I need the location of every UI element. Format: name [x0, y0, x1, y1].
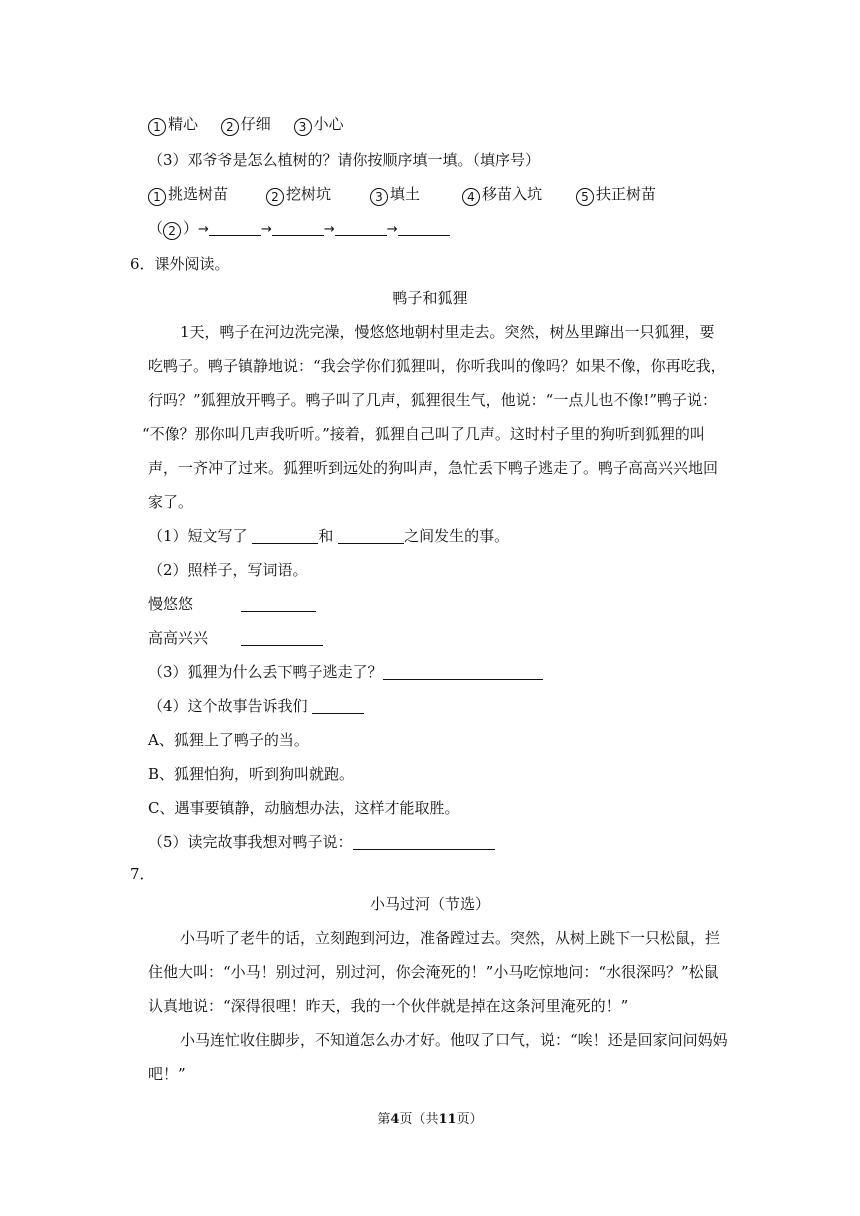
paren-open: （ — [148, 219, 164, 237]
sub5-text: （5）读完故事我想对鸭子说： — [148, 833, 353, 851]
q5-order-sequence — [148, 218, 450, 240]
example-word: 慢悠悠 — [148, 595, 194, 613]
q7-story-title: 小马过河（节选） — [369, 895, 490, 913]
answer-blank[interactable] — [272, 221, 324, 236]
arrow-icon: → — [198, 222, 209, 237]
q6-sub5 — [148, 832, 495, 852]
q6-sub1 — [148, 526, 509, 546]
answer-blank[interactable] — [398, 221, 450, 236]
option-text: 精心 — [168, 115, 199, 133]
q7-para-line: 认真地说：“深得很哩！昨天，我的一个伙伴就是掉在这条河里淹死的！” — [148, 997, 629, 1015]
sub1-text: 之间发生的事。 — [404, 527, 510, 545]
option-text: 小心 — [313, 115, 344, 133]
q7-heading: 7． — [130, 865, 155, 883]
option — [148, 184, 266, 206]
answer-blank[interactable] — [241, 631, 323, 646]
arrow-icon: → — [386, 222, 398, 237]
sub1-text: 和 — [318, 527, 334, 545]
q6-para-line: 吃鸭子。鸭子镇静地说：“我会学你们狐狸叫，你听我叫的像吗？如果不像，你再吃我， — [148, 357, 726, 375]
answer-blank[interactable] — [252, 529, 318, 544]
total-page-count: 11 — [438, 1112, 457, 1127]
page-footer — [0, 1110, 860, 1130]
option — [576, 184, 656, 206]
option-text: 移苗入坑 — [482, 185, 543, 203]
sub1-text: （1）短文写了 — [148, 527, 248, 545]
q6-para-line: 行吗？”狐狸放开鸭子。鸭子叫了几声，狐狸很生气，他说：“一点儿也不像!”鸭子说： — [148, 391, 718, 409]
q6-sub4 — [148, 696, 364, 716]
option-text: 挖树坑 — [286, 185, 332, 203]
sub3-text: （3）狐狸为什么丢下鸭子逃走了？ — [148, 663, 383, 681]
q6-word-row — [148, 628, 323, 648]
option-text: 仔细 — [240, 115, 271, 133]
answer-blank[interactable] — [383, 665, 543, 680]
option — [221, 114, 271, 136]
circled-number: 2 — [266, 188, 284, 206]
q6-sub2: （2）照样子，写词语。 — [148, 561, 308, 579]
q6-choice-c: C、遇事要镇静，动脑想办法，这样才能取胜。 — [148, 799, 460, 817]
q5-options-b — [148, 184, 656, 206]
footer-text: 页） — [456, 1112, 483, 1127]
answer-blank[interactable] — [338, 529, 404, 544]
answer-blank[interactable] — [241, 597, 316, 612]
option-text: 扶正树苗 — [596, 185, 657, 203]
circled-number: 1 — [148, 188, 166, 206]
q6-choice-b: B、狐狸怕狗，听到狗叫就跑。 — [148, 765, 355, 783]
option — [294, 114, 344, 136]
arrow-icon: → — [260, 222, 272, 237]
q7-para-line: 小马连忙收住脚步，不知道怎么办才好。他叹了口气，说：“唉！还是回家问问妈妈 — [180, 1031, 728, 1049]
q7-para-line: 小马听了老牛的话，立刻跑到河边，准备蹚过去。突然，从树上跳下一只松鼠，拦 — [180, 929, 721, 947]
sub4-text: （4）这个故事告诉我们 — [148, 697, 308, 715]
q6-para-line: 家了。 — [148, 493, 194, 511]
answer-blank[interactable] — [335, 221, 387, 236]
option-text: 填土 — [390, 185, 421, 203]
circled-number: 5 — [576, 188, 594, 206]
q6-story-title: 鸭子和狐狸 — [392, 289, 468, 307]
option — [370, 184, 462, 206]
footer-text: 第 — [377, 1112, 391, 1127]
circled-number: 2 — [221, 118, 239, 136]
paren-close: ） — [183, 219, 199, 237]
circled-number: 2 — [163, 222, 181, 240]
answer-blank[interactable] — [312, 699, 364, 714]
circled-number: 3 — [370, 188, 388, 206]
q6-para-line: 1天，鸭子在河边洗完澡，慢悠悠地朝村里走去。突然，树丛里蹿出一只狐狸，要 — [180, 323, 715, 341]
q5-options-a — [148, 114, 344, 136]
option — [266, 184, 370, 206]
example-word: 高高兴兴 — [148, 629, 209, 647]
circled-number: 3 — [294, 118, 312, 136]
q6-para-line: 声，一齐冲了过来。狐狸听到远处的狗叫声，急忙丢下鸭子逃走了。鸭子高高兴兴地回 — [148, 459, 719, 477]
answer-blank[interactable] — [209, 221, 261, 236]
arrow-icon: → — [323, 222, 335, 237]
q7-para-line: 吧！” — [148, 1065, 186, 1083]
circled-number: 4 — [462, 188, 480, 206]
option-text: 挑选树苗 — [168, 185, 229, 203]
option — [148, 114, 198, 136]
answer-blank[interactable] — [353, 835, 495, 850]
q6-heading: 6．课外阅读。 — [130, 255, 230, 273]
q6-sub3 — [148, 662, 543, 682]
q7-para-line: 住他大叫：“小马！别过河，别过河，你会淹死的！”小马吃惊地问：“水很深吗？”松鼠 — [148, 963, 719, 981]
q6-para-line: “不像？那你叫几声我听听。”接着，狐狸自己叫了几声。这时村子里的狗听到狐狸的叫 — [142, 425, 705, 443]
q6-word-row — [148, 594, 316, 614]
circled-number: 1 — [148, 118, 166, 136]
q6-choice-a: A、狐狸上了鸭子的当。 — [148, 731, 309, 749]
footer-text: 页（共 — [399, 1112, 439, 1127]
option — [462, 184, 576, 206]
current-page-number: 4 — [390, 1112, 400, 1127]
q5-sub3-prompt: （3）邓爷爷是怎么植树的？请你按顺序填一填。（填序号） — [148, 151, 541, 169]
